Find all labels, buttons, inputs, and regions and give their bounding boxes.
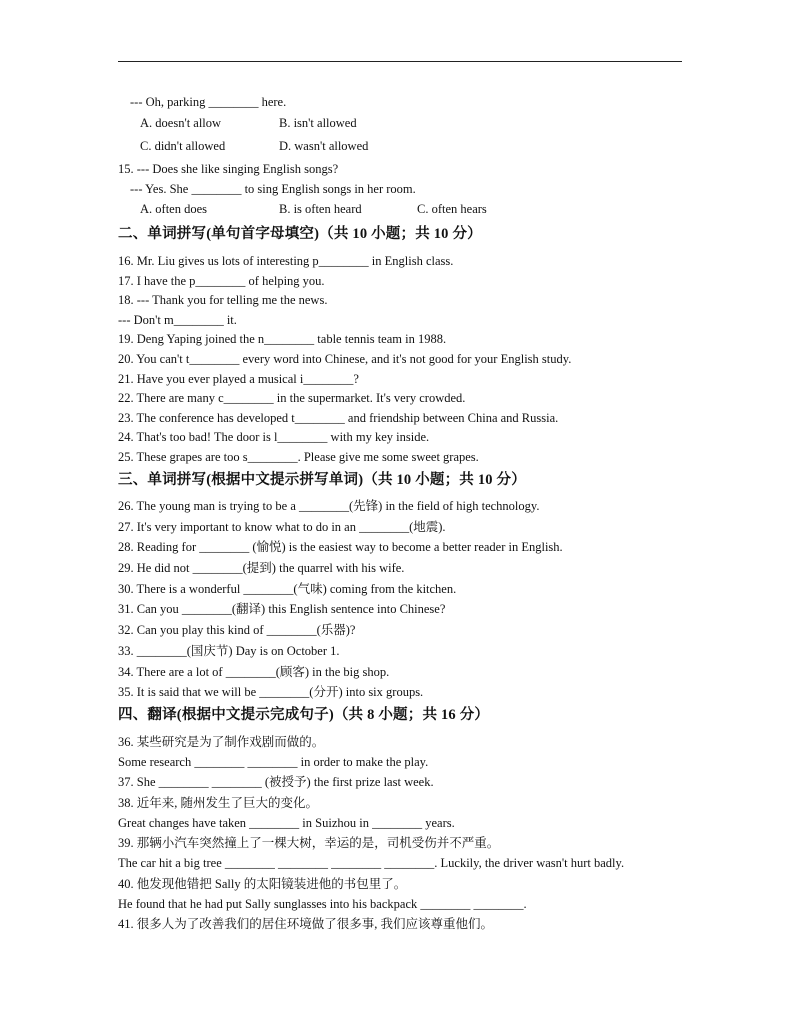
question-line: 33. ________(国庆节) Day is on October 1. bbox=[118, 644, 340, 658]
q14-option-b: B. isn't allowed bbox=[279, 116, 357, 130]
question-line: 30. There is a wonderful ________(气味) coming from the kitchen. bbox=[118, 582, 457, 596]
question-line: 38. 近年来, 随州发生了巨大的变化。 bbox=[118, 796, 319, 810]
question-line: Great changes have taken ________ in Suizhou in ________ years. bbox=[118, 816, 455, 830]
question-line: Some research ________ ________ in order to make the play. bbox=[118, 755, 429, 769]
question-line: 23. The conference has developed t________ and friendship between China and Russia. bbox=[118, 411, 559, 425]
question-line: 20. You can't t________ every word into Chinese, and it's not good for your English study. bbox=[118, 352, 572, 366]
question-line: 27. It's very important to know what to do in an ________(地震). bbox=[118, 520, 446, 534]
question-line: 34. There are a lot of ________(顾客) in the big shop. bbox=[118, 665, 390, 679]
question-line: --- Don't m________ it. bbox=[118, 313, 237, 327]
q15-option-c: C. often hears bbox=[417, 202, 487, 216]
question-line: 36. 某些研究是为了制作戏剧而做的。 bbox=[118, 735, 325, 749]
section3-heading: 三、单词拼写(根据中文提示拼写单词)（共 10 小题；共 10 分） bbox=[118, 472, 526, 488]
question-line: 28. Reading for ________ (愉悦) is the easiest way to become a better reader in English. bbox=[118, 540, 563, 554]
question-line: The car hit a big tree ________ ________ ________ ________. Luckily, the driver wasn't hurt badly. bbox=[118, 856, 625, 870]
q14-option-c: C. didn't allowed bbox=[140, 139, 226, 153]
question-line: 26. The young man is trying to be a ________(先锋) in the field of high technology. bbox=[118, 499, 540, 513]
section2-heading: 二、单词拼写(单句首字母填空)（共 10 小题；共 10 分） bbox=[118, 226, 482, 242]
question-line: 41. 很多人为了改善我们的居住环境做了很多事, 我们应该尊重他们。 bbox=[118, 917, 494, 931]
section4-heading: 四、翻译(根据中文提示完成句子)（共 8 小题；共 16 分） bbox=[118, 707, 490, 723]
question-line: 35. It is said that we will be ________(分开) into six groups. bbox=[118, 685, 424, 699]
q15-option-a: A. often does bbox=[140, 202, 207, 216]
question-line: 29. He did not ________(提到) the quarrel with his wife. bbox=[118, 561, 405, 575]
question-line: 18. --- Thank you for telling me the news. bbox=[118, 293, 328, 307]
question-line: 32. Can you play this kind of ________(乐器)? bbox=[118, 623, 356, 637]
q15-answer: --- Yes. She ________ to sing English songs in her room. bbox=[130, 182, 416, 196]
q15-option-b: B. is often heard bbox=[279, 202, 362, 216]
question-line: 19. Deng Yaping joined the n________ table tennis team in 1988. bbox=[118, 332, 447, 346]
q14-option-a: A. doesn't allow bbox=[140, 116, 222, 130]
q15-question: 15. --- Does she like singing English songs? bbox=[118, 162, 339, 176]
question-line: 22. There are many c________ in the supermarket. It's very crowded. bbox=[118, 391, 466, 405]
q14-continuation: --- Oh, parking ________ here. bbox=[130, 95, 287, 109]
question-line: 40. 他发现他错把 Sally 的太阳镜装进他的书包里了。 bbox=[118, 877, 407, 891]
question-line: He found that he had put Sally sunglasses into his backpack ________ ________. bbox=[118, 897, 527, 911]
q14-option-d: D. wasn't allowed bbox=[279, 139, 369, 153]
question-line: 31. Can you ________(翻译) this English sentence into Chinese? bbox=[118, 602, 446, 616]
header-rule bbox=[118, 61, 682, 62]
question-line: 17. I have the p________ of helping you. bbox=[118, 274, 325, 288]
question-line: 16. Mr. Liu gives us lots of interesting p________ in English class. bbox=[118, 254, 454, 268]
question-line: 39. 那辆小汽车突然撞上了一棵大树，幸运的是，司机受伤并不严重。 bbox=[118, 836, 500, 850]
question-line: 25. These grapes are too s________. Please give me some sweet grapes. bbox=[118, 450, 479, 464]
question-line: 24. That's too bad! The door is l________ with my key inside. bbox=[118, 430, 430, 444]
question-line: 21. Have you ever played a musical i________? bbox=[118, 372, 359, 386]
question-line: 37. She ________ ________ (被授予) the first prize last week. bbox=[118, 775, 434, 789]
